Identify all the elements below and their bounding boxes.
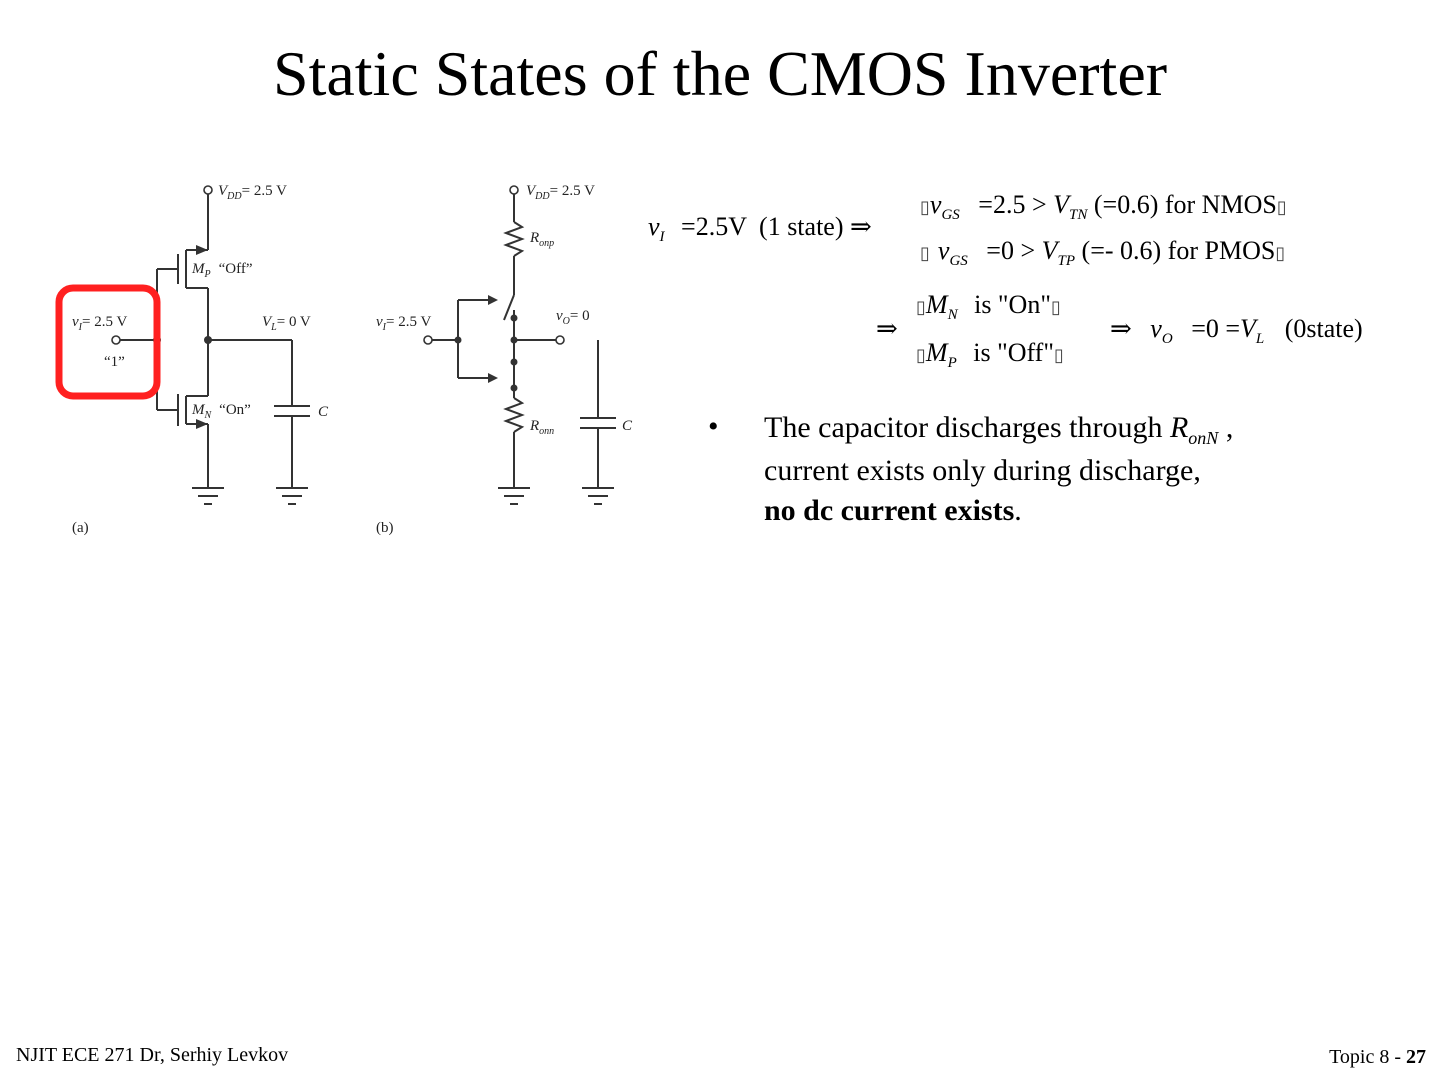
svg-text:vI= 2.5 V: $v_I= 2.5$ V [72, 314, 128, 333]
a-mn-state: “On” [219, 402, 251, 418]
a-caption: (a) [72, 520, 89, 536]
svg-text:VDD= 2.5 V: $V_{DD}= 2.5$ V [218, 183, 287, 202]
b-ronp-label: onp [539, 238, 555, 249]
eq-implies-left: ⇒ [876, 314, 898, 343]
svg-text:Ronn: $R_{onn}$ [530, 418, 555, 437]
a-mp-state: “Off” [218, 261, 253, 277]
svg-text:vO= 0: $v_O= 0$ [556, 308, 590, 327]
bullet-text: The capacitor discharges through $R_{onN}$ , current exists only during discharge, no dc current exists. [764, 411, 1234, 527]
footer-page: Topic 8 - 27 [1329, 1046, 1426, 1068]
b-vi-label: = 2.5 V [386, 314, 432, 330]
highlight-box [59, 288, 157, 396]
eq-nmos-line: $▯v_{GS} =2.5 > V_{TN}$ (=0.6) for NMOS▯ [920, 190, 1287, 223]
svg-text:vI= 2.5 V: $v_I= 2.5$ V [376, 314, 432, 333]
a-cap-label: C [318, 404, 329, 420]
b-vdd-label: = 2.5 V [549, 183, 595, 199]
svg-text:VL= 0 V: $V_L= 0$ V [262, 314, 311, 333]
a-one-label: “1” [104, 354, 125, 370]
a-vdd-label: = 2.5 V [241, 183, 287, 199]
eq-input-line: $v_I =2.5V$ (1 state) ⇒ [648, 212, 872, 245]
svg-text:MN“On”: $M_N$ “On” [192, 402, 251, 421]
svg-text:Ronp: $R_{onp}$ [530, 230, 555, 249]
b-cap-label: C [622, 418, 633, 434]
b-ronn-label: onn [539, 426, 555, 437]
cmos-inverter-figure [0, 160, 660, 550]
eq-pmos-line: ▯ $v_{GS} =0 > V_{TP}$ (=- 0.6) for PMOS▯ [920, 236, 1286, 269]
svg-text:MP“Off”: $M_P$ “Off” [192, 261, 253, 280]
footer-author: NJIT ECE 271 Dr, Serhiy Levkov [16, 1044, 289, 1066]
slide-title: Static States of the CMOS Inverter [272, 38, 1168, 109]
a-vi-label: = 2.5 V [82, 314, 128, 330]
svg-text:VDD= 2.5 V: $V_{DD}= 2.5$ V [526, 183, 595, 202]
eq-mn-line: $▯M_N$ is "On"▯ [916, 290, 1061, 323]
eq-output-line: ⇒ $v_O =0 =V_L$ (0state) [1110, 314, 1363, 347]
b-vo-label: = 0 [569, 308, 590, 324]
eq-mp-line: $▯M_P$ is "Off"▯ [916, 338, 1064, 371]
b-caption: (b) [376, 520, 394, 536]
bullet-dot: • [708, 410, 719, 443]
a-vl-label: = 0 V [276, 314, 311, 330]
